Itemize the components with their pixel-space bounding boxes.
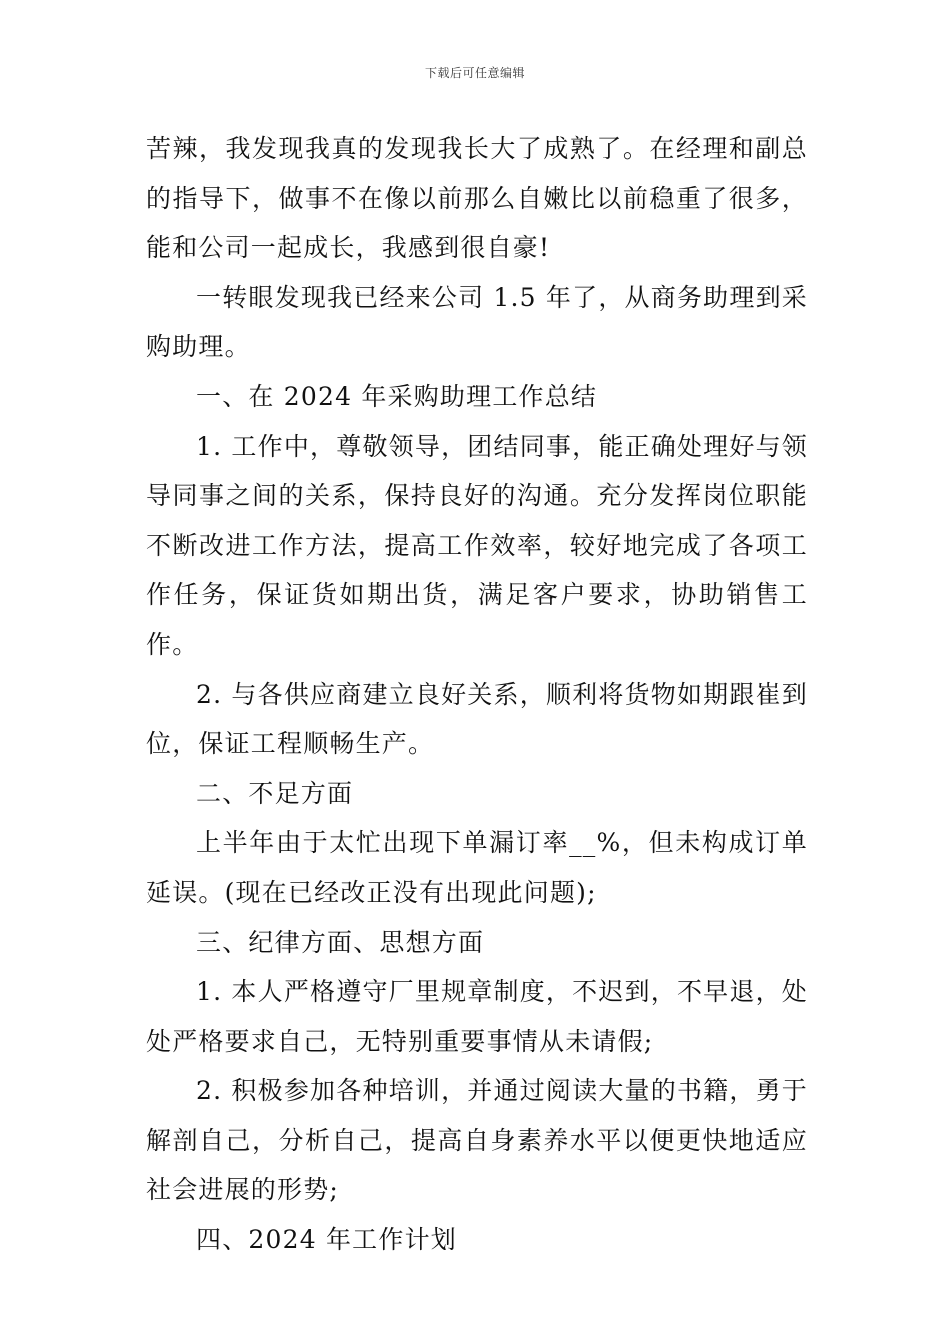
paragraph-item-1: 1. 工作中，尊敬领导，团结同事，能正确处理好与领导同事之间的关系，保持良好的沟通。充分发挥岗位职能不断改进工作方法，提高工作效率，较好地完成了各项工作任务，保证货如期出货，满足客户要求，协助销售工作。 [146,431,808,659]
paragraph-discipline-2: 2. 积极参加各种培训，并通过阅读大量的书籍，勇于解剖自己，分析自己，提高自身素养水平以便更快地适应社会进展的形势; [146,1076,808,1205]
document-body [146,124,808,1265]
paragraph-item-2: 2. 与各供应商建立良好关系，顺利将货物如期跟崔到位，保证工程顺畅生产。 [146,679,808,759]
section-heading-discipline: 三、纪律方面、思想方面 [196,927,485,957]
section-heading-shortcomings: 二、不足方面 [196,778,354,808]
section-heading-plan: 四、2024 年工作计划 [196,1225,457,1255]
paragraph-discipline-1: 1. 本人严格遵守厂里规章制度，不迟到，不早退，处处严格要求自己，无特别重要事情从未请假; [146,977,808,1056]
page-header: 下载后可任意编辑 [424,66,525,80]
paragraph-tenure: 一转眼发现我已经来公司 1.5 年了，从商务助理到采购助理。 [146,282,808,362]
paragraph-shortcomings: 上半年由于太忙出现下单漏订率__%，但未构成订单延误。(现在已经改正没有出现此问题); [146,828,808,907]
section-heading-summary: 一、在 2024 年采购助理工作总结 [196,381,598,411]
paragraph-continuation: 苦辣，我发现我真的发现我长大了成熟了。在经理和副总的指导下，做事不在像以前那么自嫩比以前稳重了很多，能和公司一起成长，我感到很自豪! [146,134,808,263]
